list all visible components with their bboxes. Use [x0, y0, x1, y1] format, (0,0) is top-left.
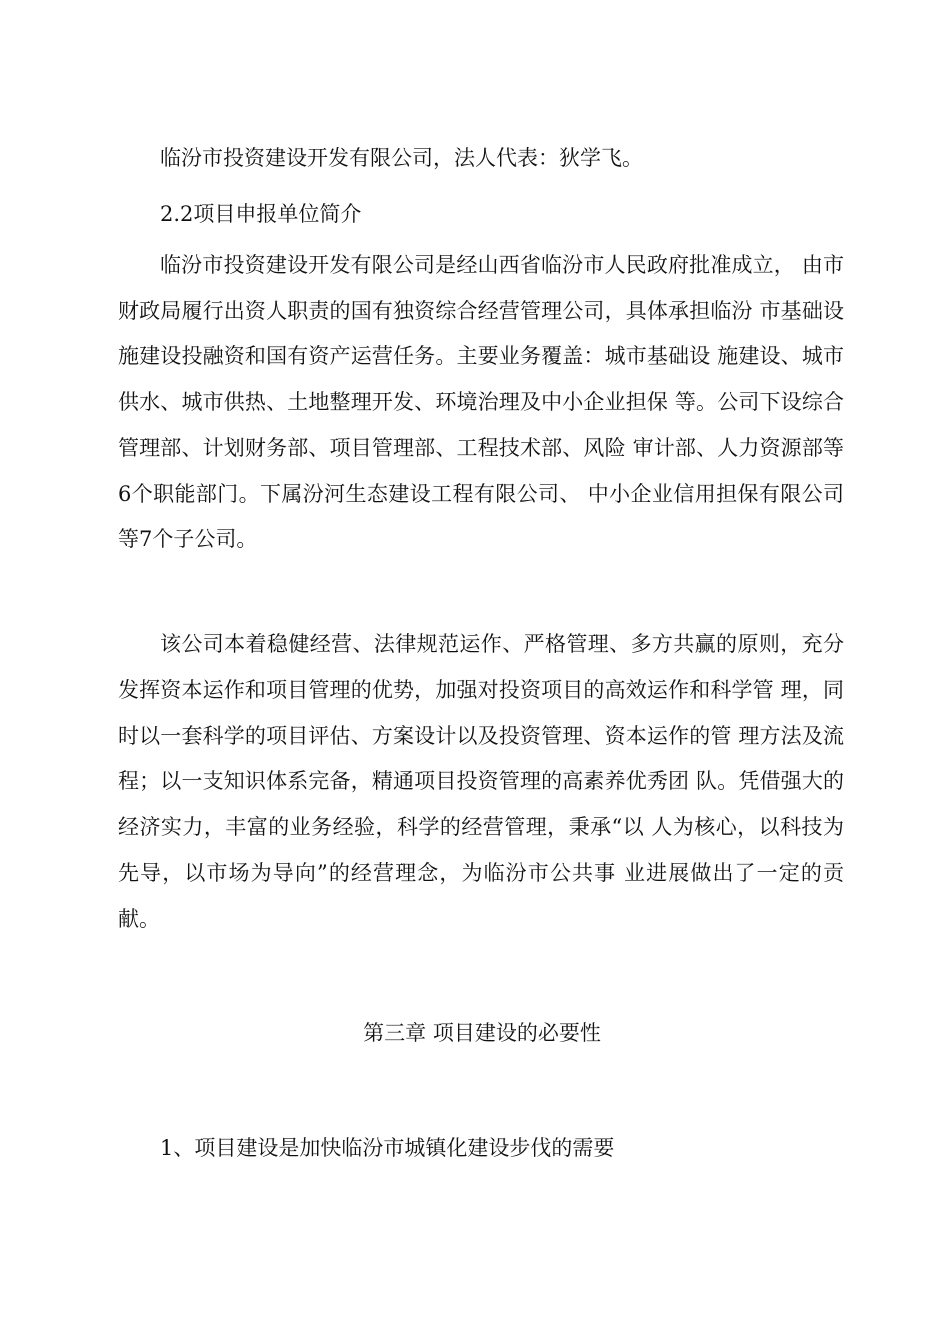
- legal-representative-line: 临汾市投资建设开发有限公司，法人代表：狄学飞。: [160, 146, 643, 170]
- chapter-title: 第三章 项目建设的必要性: [363, 1021, 601, 1045]
- company-principles-paragraph: 该公司本着稳健经营、法律规范运作、严格管理、多方共赢的原则，充分发挥资本运作和项目管理的优势，加强对投资项目的高效运作和科学管 理，同时以一套科学的项目评估、方案设计以及投资管理、资本运作的管 理方法及流程；以一支知识体系完备，精通项目投资管理的高素养优秀团 队。凭借强大的经济实力，丰富的业务经验，科学的经营管理，秉承“以 人为核心，以科技为先导，以市场为导向”的经营理念，为临汾市公共事 业进展做出了一定的贡献。: [118, 632, 844, 931]
- section-heading: 2.2项目申报单位简介: [160, 202, 362, 226]
- subheading-1: 1、项目建设是加快临汾市城镇化建设步伐的需要: [160, 1136, 615, 1160]
- company-intro-paragraph: 临汾市投资建设开发有限公司是经山西省临汾市人民政府批准成立， 由市财政局履行出资人职责的国有独资综合经营管理公司，具体承担临汾 市基础设施建设投融资和国有资产运营任务。主要业务覆盖：城市基础设 施建设、城市供水、城市供热、土地整理开发、环境治理及中小企业担保 等。公司下设综合管理部、计划财务部、项目管理部、工程技术部、风险 审计部、人力资源部等6个职能部门。下属汾河生态建设工程有限公司、 中小企业信用担保有限公司等7个子公司。: [118, 253, 844, 552]
